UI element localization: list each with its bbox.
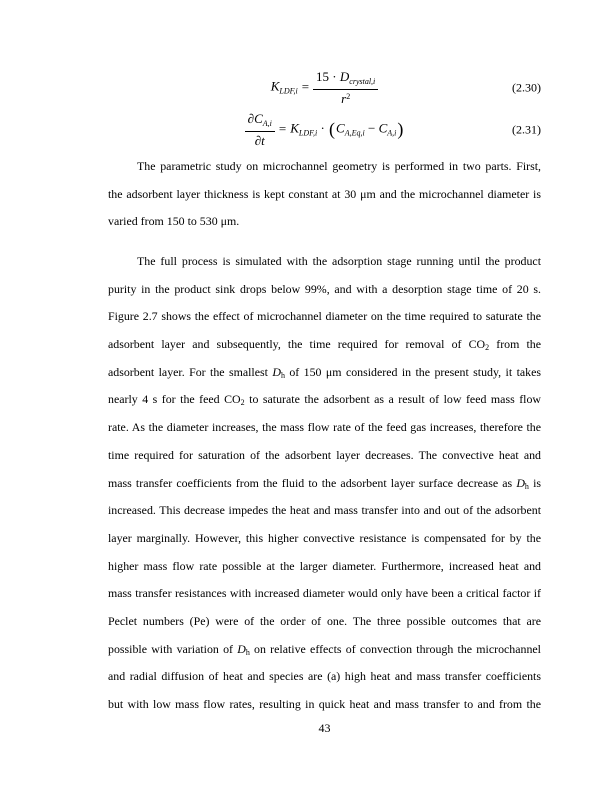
text-line: but with low mass flow rates, resulting in quick heat and mass transfer to and from the	[108, 697, 541, 711]
text-line: adsorbent layer. For the smallest $D_h$ of 150 μm considered in the present study, it takes	[108, 364, 541, 380]
text-line: adsorbent layer and subsequently, the time required for removal of $CO_2$ from the	[108, 337, 541, 353]
equation-2-30	[108, 67, 541, 109]
text-line: varied from 150 to 530 μm.	[108, 214, 240, 229]
equation-2-30-formula: $K_{LDF,i}$ = $\frac{15 \cdot D_{crystal,i}}{r^2}$	[271, 70, 379, 105]
equation-2-30-number: (2.30)	[512, 80, 541, 95]
text-line: The parametric study on microchannel geometry is performed in two parts. First,	[137, 159, 541, 173]
text-line: mass transfer coefficients from the fluid to the adsorbent layer surface decrease as $D_h$ is	[108, 475, 541, 491]
text-line: mass transfer resistances with increased diameter would only have been a critical factor if	[108, 586, 541, 601]
text-line: possible with variation of $D_h$ on relative effects of convection through the microchannel	[108, 641, 541, 657]
text-line: and radial diffusion of heat and species are (a) high heat and mass transfer coefficients	[108, 669, 541, 684]
paragraph-1	[108, 153, 541, 236]
text-line: the adsorbent layer thickness is kept constant at 30 μm and the microchannel diameter is	[108, 186, 541, 201]
page-number: 43	[318, 721, 331, 735]
text-line: The full process is simulated with the adsorption stage running until the product	[137, 254, 541, 268]
text-line: increased. This decrease impedes the heat and mass transfer into and out of the adsorbent	[108, 503, 541, 518]
paragraph-2	[108, 248, 541, 719]
text-line: higher mass flow rate possible at the larger diameter. Furthermore, increased heat and	[108, 558, 541, 573]
text-line: nearly 4 s for the feed $CO_2$ to saturate the adsorbent as a result of low feed mass flow	[108, 392, 541, 408]
equation-2-31	[108, 109, 541, 151]
text-line: Peclet numbers (Pe) were of the order of one. The three possible outcomes that are	[108, 613, 541, 628]
text-line: purity in the product sink drops below 99%, and with a desorption stage time of 20 s.	[108, 281, 541, 296]
text-line: rate. As the diameter increases, the mass flow rate of the feed gas increases, therefore the	[108, 420, 541, 435]
equation-2-31-number: (2.31)	[512, 122, 541, 137]
equation-2-31-formula: $\frac{\partial C_{A,i}}{\partial t}$ = $K_{LDF,i} \cdot (C_{A,Eq,i} - C_{A,i})$	[245, 112, 405, 147]
text-line: layer marginally. However, this higher convective resistance is compensated for by the	[108, 530, 541, 545]
text-line: time required for saturation of the adsorbent layer decreases. The convective heat and	[108, 447, 541, 462]
text-line: Figure 2.7 shows the effect of microchannel diameter on the time required to saturate the	[108, 309, 541, 324]
